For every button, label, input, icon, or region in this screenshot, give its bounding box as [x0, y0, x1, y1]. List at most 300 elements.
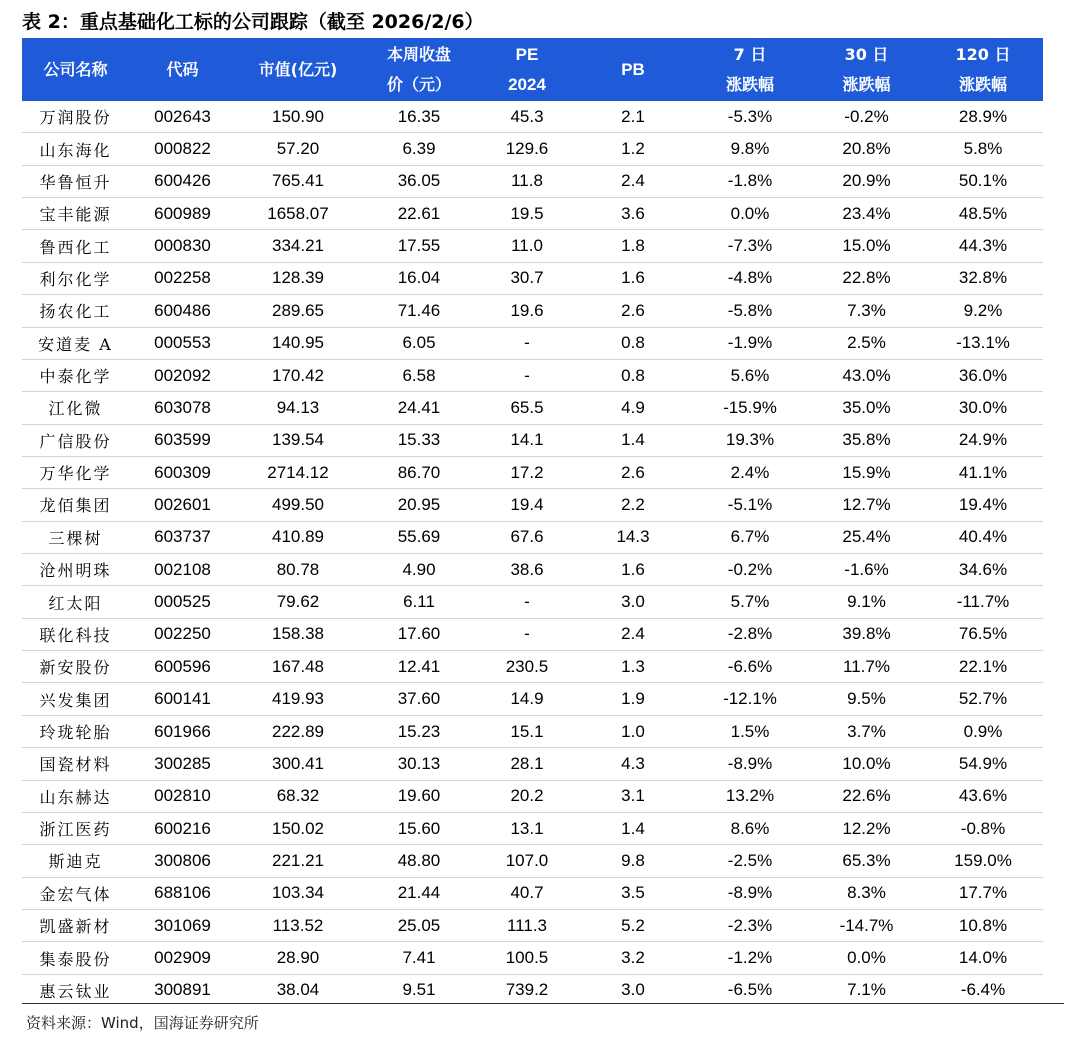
table-cell: 2.6 [576, 456, 690, 488]
table-cell: 45.3 [478, 101, 576, 133]
table-cell: 0.0% [810, 942, 923, 974]
table-cell: 15.60 [360, 812, 478, 844]
table-cell: 37.60 [360, 683, 478, 715]
table-cell: 52.7% [923, 683, 1043, 715]
table-cell: 14.0% [923, 942, 1043, 974]
table-cell: 6.11 [360, 586, 478, 618]
table-cell: -2.3% [690, 909, 810, 941]
table-row [22, 586, 1043, 618]
table-cell: 300891 [154, 980, 211, 1000]
table-cell: 54.9% [923, 748, 1043, 780]
table-cell: 0.8 [576, 359, 690, 391]
table-cell: 600426 [129, 165, 236, 197]
table-cell: 139.54 [236, 424, 360, 456]
table-cell: 765.41 [236, 165, 360, 197]
table-cell: -8.9% [690, 748, 810, 780]
table-cell: 17.55 [360, 230, 478, 262]
table-cell: 1.6 [576, 262, 690, 294]
column-header-line-1: 代码 [166, 59, 199, 79]
table-cell: 6.7% [690, 521, 810, 553]
table-cell: 002643 [129, 101, 236, 133]
table-cell: -5.1% [690, 489, 810, 521]
table-cell: 10.8% [923, 909, 1043, 941]
table-cell: 35.8% [810, 424, 923, 456]
column-header-6 [690, 38, 810, 101]
table-cell: 300806 [129, 845, 236, 877]
table-cell: 002092 [129, 359, 236, 391]
table-cell: 000553 [129, 327, 236, 359]
table-cell: 80.78 [236, 554, 360, 586]
table-cell: 1.6 [576, 554, 690, 586]
table-cell: 601966 [129, 715, 236, 747]
table-cell: 3.2 [576, 942, 690, 974]
table-row [22, 101, 1043, 133]
table-cell: -11.7% [923, 586, 1043, 618]
company-name-cell: 浙江医药 [22, 812, 129, 844]
table-cell: -14.7% [810, 909, 923, 941]
table-cell: 002810 [129, 780, 236, 812]
table-row [22, 392, 1043, 424]
table-cell: 6.39 [360, 133, 478, 165]
table-cell: 15.33 [360, 424, 478, 456]
table-cell: 71.46 [360, 295, 478, 327]
bottom-rule [22, 1003, 1064, 1004]
table-cell: 15.0% [810, 230, 923, 262]
table-row [22, 262, 1043, 294]
table-cell: 739.2 [505, 980, 549, 1000]
table-cell: 300285 [129, 748, 236, 780]
table-cell: 23.4% [810, 198, 923, 230]
column-header-line-2: 涨跌幅 [958, 74, 1007, 94]
table-row [22, 683, 1043, 715]
table-cell: 4.90 [360, 554, 478, 586]
table-row [22, 845, 1043, 877]
table-cell: 5.8% [923, 133, 1043, 165]
table-cell: 22.6% [810, 780, 923, 812]
table-cell: 28.1 [478, 748, 576, 780]
table-cell: 36.05 [360, 165, 478, 197]
table-cell: 603599 [129, 424, 236, 456]
table-cell: 40.7 [478, 877, 576, 909]
table-cell: 67.6 [478, 521, 576, 553]
company-name-cell: 金宏气体 [22, 877, 129, 909]
company-name-cell: 华鲁恒升 [22, 165, 129, 197]
table-cell: 48.5% [923, 198, 1043, 230]
table-cell: 15.1 [478, 715, 576, 747]
table-cell: -2.8% [690, 618, 810, 650]
table-cell: 1.0 [576, 715, 690, 747]
table-cell: 19.6 [478, 295, 576, 327]
table-cell: 603078 [129, 392, 236, 424]
table-cell: 11.8 [478, 165, 576, 197]
table-cell: 57.20 [236, 133, 360, 165]
table-cell: 600989 [129, 198, 236, 230]
table-cell: 129.6 [478, 133, 576, 165]
column-header-line-2: 2024 [508, 74, 546, 94]
table-cell: 0.0% [690, 198, 810, 230]
company-name-cell: 扬农化工 [22, 295, 129, 327]
column-header-line-1: PB [621, 59, 645, 79]
table-cell: 50.1% [923, 165, 1043, 197]
table-row [22, 974, 1043, 1006]
column-header-line-2: 涨跌幅 [725, 74, 774, 94]
column-header-line-1: 30 日 [844, 44, 889, 64]
table-row [22, 618, 1043, 650]
column-header-line-1: 120 日 [955, 44, 1011, 64]
table-cell: 19.3% [690, 424, 810, 456]
table-cell: -1.2% [690, 942, 810, 974]
table-cell: 6.58 [360, 359, 478, 391]
table-cell: 15.23 [360, 715, 478, 747]
table-cell: 35.0% [810, 392, 923, 424]
table-cell: 1.4 [576, 424, 690, 456]
table-cell: 3.0 [576, 586, 690, 618]
table-cell: 13.1 [478, 812, 576, 844]
table-row [22, 554, 1043, 586]
table-cell: 20.8% [810, 133, 923, 165]
table-cell: 113.52 [236, 909, 360, 941]
company-name-cell: 国瓷材料 [22, 748, 129, 780]
table-row [22, 812, 1043, 844]
table-cell: 300.41 [236, 748, 360, 780]
column-header-line-1: PE [515, 44, 539, 64]
table-cell: - [478, 618, 576, 650]
table-cell: 111.3 [478, 909, 576, 941]
table-cell: 3.0 [621, 980, 645, 1000]
table-cell: 002601 [129, 489, 236, 521]
table-cell: 79.62 [236, 586, 360, 618]
company-name-cell: 新安股份 [22, 651, 129, 683]
table-cell: 22.8% [810, 262, 923, 294]
table-cell: 9.1% [810, 586, 923, 618]
table-cell: 499.50 [236, 489, 360, 521]
table-cell: 289.65 [236, 295, 360, 327]
table-cell: -6.6% [690, 651, 810, 683]
table-cell: 002108 [129, 554, 236, 586]
table-cell: -6.4% [960, 980, 1006, 1000]
table-cell: 2.5% [810, 327, 923, 359]
table-cell: 1.4 [576, 812, 690, 844]
table-cell: -1.9% [690, 327, 810, 359]
column-header-8 [923, 38, 1043, 101]
table-cell: -1.6% [810, 554, 923, 586]
table-cell: 222.89 [236, 715, 360, 747]
table-cell: 167.48 [236, 651, 360, 683]
table-cell: -0.8% [923, 812, 1043, 844]
table-cell: 221.21 [236, 845, 360, 877]
table-cell: -0.2% [690, 554, 810, 586]
table-cell: 8.6% [690, 812, 810, 844]
table-cell: 76.5% [923, 618, 1043, 650]
table-cell: -8.9% [690, 877, 810, 909]
table-cell: 7.41 [360, 942, 478, 974]
table-cell: 2.4 [576, 165, 690, 197]
company-name-cell: 宝丰能源 [22, 198, 129, 230]
table-cell: 40.4% [923, 521, 1043, 553]
company-tracking-table [22, 38, 1043, 1006]
table-cell: 6.05 [360, 327, 478, 359]
table-cell: 2.4% [690, 456, 810, 488]
table-cell: 002258 [129, 262, 236, 294]
table-cell: 150.02 [236, 812, 360, 844]
table-cell: 19.5 [478, 198, 576, 230]
table-row [22, 295, 1043, 327]
company-name-cell: 江化微 [22, 392, 129, 424]
column-header-line-1: 市值(亿元) [258, 59, 338, 79]
table-row [22, 327, 1043, 359]
table-cell: 1.2 [576, 133, 690, 165]
table-cell: 002909 [129, 942, 236, 974]
table-cell: 21.44 [360, 877, 478, 909]
table-cell: 39.8% [810, 618, 923, 650]
table-cell: 19.4 [478, 489, 576, 521]
table-cell: 410.89 [236, 521, 360, 553]
table-cell: 32.8% [923, 262, 1043, 294]
table-cell: -1.8% [690, 165, 810, 197]
table-row [22, 521, 1043, 553]
table-cell: 38.04 [276, 980, 320, 1000]
table-cell: 12.41 [360, 651, 478, 683]
table-cell: -15.9% [690, 392, 810, 424]
table-cell: 8.3% [810, 877, 923, 909]
table-cell: -7.3% [690, 230, 810, 262]
column-header-line-2: 涨跌幅 [842, 74, 891, 94]
table-cell: 55.69 [360, 521, 478, 553]
table-cell: 28.9% [923, 101, 1043, 133]
table-cell: 159.0% [923, 845, 1043, 877]
table-cell: 103.34 [236, 877, 360, 909]
table-cell: -2.5% [690, 845, 810, 877]
company-name-cell: 万润股份 [22, 101, 129, 133]
table-cell: 24.41 [360, 392, 478, 424]
column-header-4 [478, 38, 576, 101]
table-cell: 2714.12 [236, 456, 360, 488]
table-cell: 9.8% [690, 133, 810, 165]
table-cell: 688106 [129, 877, 236, 909]
table-cell: -4.8% [690, 262, 810, 294]
table-row [22, 877, 1043, 909]
table-cell: 20.2 [478, 780, 576, 812]
table-cell: 15.9% [810, 456, 923, 488]
table-cell: 13.2% [690, 780, 810, 812]
table-cell: 9.2% [923, 295, 1043, 327]
company-name-cell: 兴发集团 [22, 683, 129, 715]
table-cell: 4.3 [576, 748, 690, 780]
table-cell: 28.90 [236, 942, 360, 974]
column-header-line-1: 7 日 [733, 44, 767, 64]
table-cell: 9.5% [810, 683, 923, 715]
table-cell: 600486 [129, 295, 236, 327]
table-row [22, 909, 1043, 941]
table-cell: 30.0% [923, 392, 1043, 424]
table-row [22, 456, 1043, 488]
table-cell: 44.3% [923, 230, 1043, 262]
table-cell: 14.1 [478, 424, 576, 456]
table-cell: 5.6% [690, 359, 810, 391]
company-name-cell: 山东海化 [22, 133, 129, 165]
source-note: 资料来源：Wind，国海证券研究所 [26, 1014, 259, 1032]
table-cell: 19.60 [360, 780, 478, 812]
table-cell: 1.8 [576, 230, 690, 262]
table-cell: 000830 [129, 230, 236, 262]
table-cell: 603737 [129, 521, 236, 553]
column-header-5 [576, 38, 690, 101]
table-cell: 150.90 [236, 101, 360, 133]
table-cell: 10.0% [810, 748, 923, 780]
table-cell: 12.2% [810, 812, 923, 844]
company-name-cell: 玲珑轮胎 [22, 715, 129, 747]
table-cell: 230.5 [478, 651, 576, 683]
table-cell: 11.0 [478, 230, 576, 262]
table-cell: 19.4% [923, 489, 1043, 521]
company-name-cell: 安道麦 A [22, 327, 129, 359]
table-cell: 48.80 [360, 845, 478, 877]
table-cell: 9.51 [402, 980, 436, 1000]
table-cell: 22.1% [923, 651, 1043, 683]
company-name-cell: 凯盛新材 [22, 909, 129, 941]
table-cell: 34.6% [923, 554, 1043, 586]
table-cell: 16.04 [360, 262, 478, 294]
company-name-cell: 集泰股份 [22, 942, 129, 974]
table-cell: 3.6 [576, 198, 690, 230]
column-header-0 [22, 38, 129, 101]
company-name-cell: 龙佰集团 [22, 489, 129, 521]
table-cell: 9.8 [576, 845, 690, 877]
table-cell: 14.9 [478, 683, 576, 715]
table-cell: -12.1% [690, 683, 810, 715]
table-cell: 002250 [129, 618, 236, 650]
table-cell: 600216 [129, 812, 236, 844]
table-cell: 600596 [129, 651, 236, 683]
table-cell: 301069 [129, 909, 236, 941]
company-name-cell: 鲁西化工 [22, 230, 129, 262]
column-header-1 [129, 38, 236, 101]
table-cell: 3.7% [810, 715, 923, 747]
company-name-cell: 联化科技 [22, 618, 129, 650]
table-cell: 7.3% [810, 295, 923, 327]
table-row [22, 780, 1043, 812]
company-name-cell: 中泰化学 [22, 359, 129, 391]
table-title: 表 2：重点基础化工标的公司跟踪（截至 2026/2/6） [22, 11, 484, 33]
table-cell: 334.21 [236, 230, 360, 262]
table-cell: 3.5 [576, 877, 690, 909]
table-body [22, 101, 1043, 1006]
table-row [22, 230, 1043, 262]
table-cell: 7.1% [847, 980, 886, 1000]
company-name-cell: 沧州明珠 [22, 554, 129, 586]
table-cell: 2.1 [576, 101, 690, 133]
table-cell: 107.0 [478, 845, 576, 877]
table-cell: 17.7% [923, 877, 1043, 909]
table-cell: 22.61 [360, 198, 478, 230]
company-name-cell: 三棵树 [22, 521, 129, 553]
table-cell: 170.42 [236, 359, 360, 391]
column-header-3 [360, 38, 478, 101]
table-cell: 128.39 [236, 262, 360, 294]
table-cell: -13.1% [923, 327, 1043, 359]
table-cell: 11.7% [810, 651, 923, 683]
table-cell: 3.1 [576, 780, 690, 812]
table-cell: 000525 [129, 586, 236, 618]
table-cell: 36.0% [923, 359, 1043, 391]
company-name-cell: 广信股份 [22, 424, 129, 456]
table-row [22, 715, 1043, 747]
table-cell: 30.7 [478, 262, 576, 294]
table-cell: 1.5% [690, 715, 810, 747]
table-cell: 4.9 [576, 392, 690, 424]
company-name-cell: 红太阳 [22, 586, 129, 618]
table-row [22, 359, 1043, 391]
company-name-cell: 惠云钛业 [39, 981, 112, 1001]
column-header-2 [236, 38, 360, 101]
column-header-line-1: 本周收盘 [386, 44, 451, 64]
table-cell: 2.6 [576, 295, 690, 327]
company-name-cell: 斯迪克 [22, 845, 129, 877]
column-header-line-2: 价（元） [386, 74, 451, 94]
table-row [22, 424, 1043, 456]
table-cell: 600309 [129, 456, 236, 488]
table-cell: 43.0% [810, 359, 923, 391]
table-cell: 600141 [129, 683, 236, 715]
table-cell: -5.8% [690, 295, 810, 327]
company-name-cell: 山东赫达 [22, 780, 129, 812]
table-cell: -6.5% [727, 980, 773, 1000]
table-header [22, 38, 1043, 101]
table-cell: 94.13 [236, 392, 360, 424]
column-header-line-1: 公司名称 [43, 59, 108, 79]
table-cell: - [478, 359, 576, 391]
table-cell: 0.9% [923, 715, 1043, 747]
table-cell: 100.5 [478, 942, 576, 974]
table-cell: 38.6 [478, 554, 576, 586]
table-cell: 20.9% [810, 165, 923, 197]
table-cell: 000822 [129, 133, 236, 165]
table-row [22, 651, 1043, 683]
table-cell: -0.2% [810, 101, 923, 133]
table-cell: 158.38 [236, 618, 360, 650]
table-cell: 12.7% [810, 489, 923, 521]
table-row [22, 165, 1043, 197]
table-cell: 65.3% [810, 845, 923, 877]
company-name-cell: 万华化学 [22, 456, 129, 488]
table-cell: 1.3 [576, 651, 690, 683]
table-cell: 68.32 [236, 780, 360, 812]
table-cell: 86.70 [360, 456, 478, 488]
table-cell: 43.6% [923, 780, 1043, 812]
column-header-7 [810, 38, 923, 101]
table-cell: 2.2 [576, 489, 690, 521]
table-cell: 5.7% [690, 586, 810, 618]
table-cell: 5.2 [576, 909, 690, 941]
table-row [22, 489, 1043, 521]
table-cell: 1658.07 [236, 198, 360, 230]
table-row [22, 133, 1043, 165]
table-cell: 1.9 [576, 683, 690, 715]
table-cell: 41.1% [923, 456, 1043, 488]
header-row [22, 38, 1043, 101]
table-cell: - [478, 586, 576, 618]
table-cell: 24.9% [923, 424, 1043, 456]
table-cell: 25.05 [360, 909, 478, 941]
table-cell: 17.60 [360, 618, 478, 650]
table-row [22, 198, 1043, 230]
company-name-cell: 利尔化学 [22, 262, 129, 294]
table-cell: 419.93 [236, 683, 360, 715]
table-cell: 2.4 [576, 618, 690, 650]
table-cell: 16.35 [360, 101, 478, 133]
table-cell: 20.95 [360, 489, 478, 521]
table-cell: 65.5 [478, 392, 576, 424]
